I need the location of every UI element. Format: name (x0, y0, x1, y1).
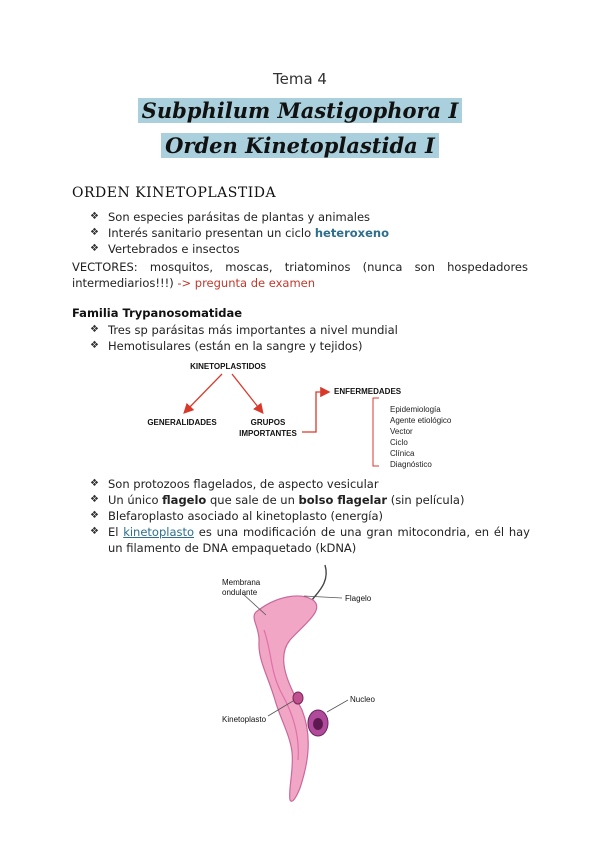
bullet-text: Hemotisulares (están en la sangre y tejidos) (108, 339, 363, 353)
title-line-1-text: Subphilum Mastigophora I (138, 98, 463, 123)
bullet-text: Un único (108, 493, 163, 507)
diagram-enfermedades-label: ENFERMEDADES (334, 387, 402, 396)
nucleolus (313, 718, 323, 730)
heteroxeno-term: heteroxeno (314, 226, 389, 240)
diamond-bullet-icon: ❖ (90, 340, 99, 351)
section-heading-kinetoplastida: ORDEN KINETOPLASTIDA (72, 185, 277, 201)
family-heading: Familia Trypanosomatidae (72, 306, 243, 320)
disease-item: Epidemiología (390, 405, 441, 414)
membrane-pointer (243, 594, 266, 615)
flagellum-tip (312, 565, 326, 600)
diagram-root-label: KINETOPLASTIDOS (190, 362, 266, 371)
bullet-text: Vertebrados e insectos (108, 242, 240, 256)
diamond-bullet-icon: ❖ (90, 478, 99, 489)
diamond-bullet-icon: ❖ (90, 324, 99, 335)
bolso-flagelar-term: bolso flagelar (298, 493, 388, 507)
label-kinetoplasto: Kinetoplasto (222, 715, 267, 724)
bullet-text: Interés sanitario presentan un ciclo (108, 226, 315, 240)
title-line-2-text: Orden Kinetoplastida I (161, 133, 439, 158)
bullet-text: (sin película) (387, 493, 465, 507)
bullet-text: Son especies parásitas de plantas y animales (108, 210, 371, 224)
disease-item: Vector (390, 427, 413, 436)
bullet-text: El (108, 525, 124, 539)
bullet-text: Blefaroplasto asociado al kinetoplasto (energía) (108, 509, 384, 523)
trypanosome-body (254, 596, 317, 801)
vectores-text: VECTORES: mosquitos, moscas, triatominos (nunca son hospedadores intermediarios!!!) (72, 260, 528, 290)
disease-item: Agente etiológico (390, 416, 452, 425)
flagelo-term: flagelo (162, 493, 207, 507)
diamond-bullet-icon: ❖ (90, 243, 99, 254)
disease-item: Clínica (390, 449, 415, 458)
disease-item: Diagnóstico (390, 460, 432, 469)
diamond-bullet-icon: ❖ (90, 510, 99, 521)
disease-item: Ciclo (390, 438, 408, 447)
kinetoplasto-link[interactable]: kinetoplasto (123, 525, 195, 539)
label-flagelo: Flagelo (345, 594, 372, 603)
bullet-text: Tres sp parásitas más importantes a nivel mundial (108, 323, 398, 337)
kinetoplast-organelle (293, 692, 303, 704)
diamond-bullet-icon: ❖ (90, 526, 99, 537)
diagram-importantes-label: IMPORTANTES (239, 429, 297, 438)
diagram-grupos-label: GRUPOS (250, 418, 286, 427)
exam-note: -> pregunta de examen (177, 276, 316, 290)
diagram-generalidades-label: GENERALIDADES (147, 418, 217, 427)
diamond-bullet-icon: ❖ (90, 227, 99, 238)
label-ondulante: ondulante (222, 588, 258, 597)
diamond-bullet-icon: ❖ (90, 494, 99, 505)
bullet-text: que sale de un (206, 493, 299, 507)
nucleus-pointer (327, 700, 348, 712)
label-nucleo: Nucleo (350, 695, 375, 704)
bullet-text: es una modificación de una gran mitocondria, en él hay un filamento de DNA empaquetado (kDNA) (108, 525, 530, 555)
diamond-bullet-icon: ❖ (90, 211, 99, 222)
tema-label: Tema 4 (273, 70, 327, 88)
bullet-text: Son protozoos flagelados, de aspecto vesicular (108, 477, 379, 491)
label-membrana: Membrana (222, 578, 261, 587)
